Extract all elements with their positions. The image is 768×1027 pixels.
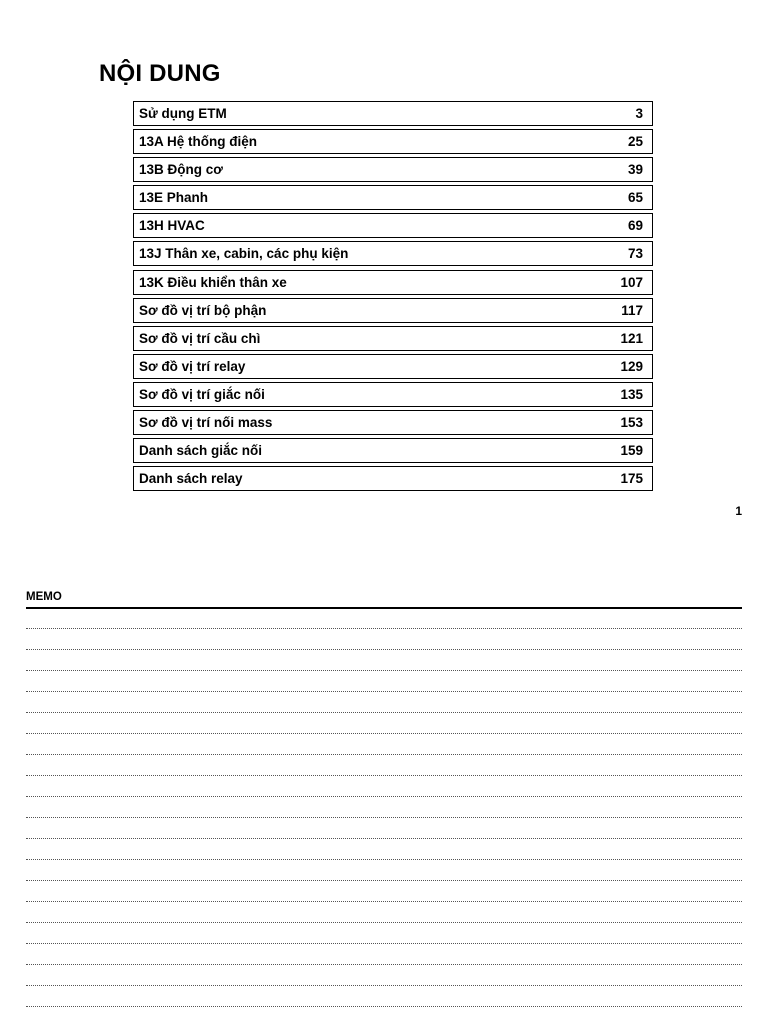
toc-item-page: 159: [620, 443, 643, 459]
toc-item-label: Sơ đồ vị trí bộ phận: [139, 302, 267, 318]
toc-item-page: 3: [635, 106, 643, 121]
toc-item-su-dung-etm[interactable]: [133, 101, 653, 126]
toc-item-connector-location[interactable]: [133, 382, 653, 407]
memo-line: [26, 649, 742, 650]
toc-item-page: 117: [621, 302, 643, 318]
memo-line: [26, 859, 742, 860]
memo-line: [26, 964, 742, 965]
toc-item-page: 107: [620, 274, 643, 290]
toc-item-13e[interactable]: [133, 185, 653, 210]
toc-item-label: 13K Điều khiển thân xe: [139, 274, 287, 290]
toc-item-13k[interactable]: [133, 270, 653, 295]
toc-item-page: 73: [627, 246, 643, 262]
toc-item-label: Sử dụng ETM: [139, 106, 227, 121]
toc-item-component-location[interactable]: [133, 298, 653, 323]
toc-item-page: 25: [627, 134, 643, 150]
toc-item-label: 13J Thân xe, cabin, các phụ kiện: [139, 246, 349, 262]
memo-line: [26, 901, 742, 902]
toc-item-label: Danh sách giắc nối: [139, 443, 263, 459]
toc-item-page: 65: [627, 190, 643, 206]
toc-item-relay-location[interactable]: [133, 354, 653, 379]
toc-item-13j[interactable]: [133, 241, 653, 266]
memo-line: [26, 817, 742, 818]
toc-item-13h[interactable]: [133, 213, 653, 238]
toc-item-13a[interactable]: [133, 129, 653, 154]
toc-item-ground-location[interactable]: [133, 410, 653, 435]
toc-item-13b[interactable]: [133, 157, 653, 182]
memo-line: [26, 754, 742, 755]
toc-item-label: Sơ đồ vị trí relay: [139, 358, 246, 374]
memo-line: [26, 691, 742, 692]
toc-item-label: Danh sách relay: [139, 471, 243, 487]
toc-item-page: 129: [620, 358, 643, 374]
page-number: 1: [735, 504, 742, 518]
memo-line: [26, 796, 742, 797]
memo-line: [26, 775, 742, 776]
memo-lines: [26, 628, 742, 1027]
toc-item-relay-list[interactable]: [133, 466, 653, 491]
memo-line: [26, 985, 742, 986]
memo-line: [26, 1006, 742, 1007]
memo-divider: [26, 607, 742, 609]
toc-item-label: 13B Động cơ: [139, 162, 223, 178]
toc-item-page: 121: [620, 330, 643, 346]
toc-item-page: 39: [627, 162, 643, 178]
memo-line: [26, 880, 742, 881]
memo-line: [26, 922, 742, 923]
toc-item-page: 69: [627, 218, 643, 234]
toc-item-page: 153: [620, 415, 643, 431]
toc-item-connector-list[interactable]: [133, 438, 653, 463]
toc-item-page: 175: [620, 471, 643, 487]
toc-item-label: Sơ đồ vị trí cầu chì: [139, 330, 261, 346]
toc-item-page: 135: [620, 386, 643, 402]
toc-item-fuse-location[interactable]: [133, 326, 653, 351]
memo-line: [26, 733, 742, 734]
memo-label: MEMO: [26, 591, 62, 603]
memo-line: [26, 712, 742, 713]
toc-item-label: 13E Phanh: [139, 190, 209, 206]
memo-line: [26, 838, 742, 839]
memo-line: [26, 943, 742, 944]
toc-item-label: 13H HVAC: [139, 218, 205, 234]
toc-item-label: Sơ đồ vị trí giắc nối: [139, 386, 265, 402]
table-of-contents: [133, 101, 653, 494]
toc-item-label: 13A Hệ thống điện: [139, 134, 258, 150]
page-title: NỘI DUNG: [99, 60, 221, 87]
memo-line: [26, 670, 742, 671]
memo-line: [26, 628, 742, 629]
toc-item-label: Sơ đồ vị trí nối mass: [139, 415, 273, 431]
